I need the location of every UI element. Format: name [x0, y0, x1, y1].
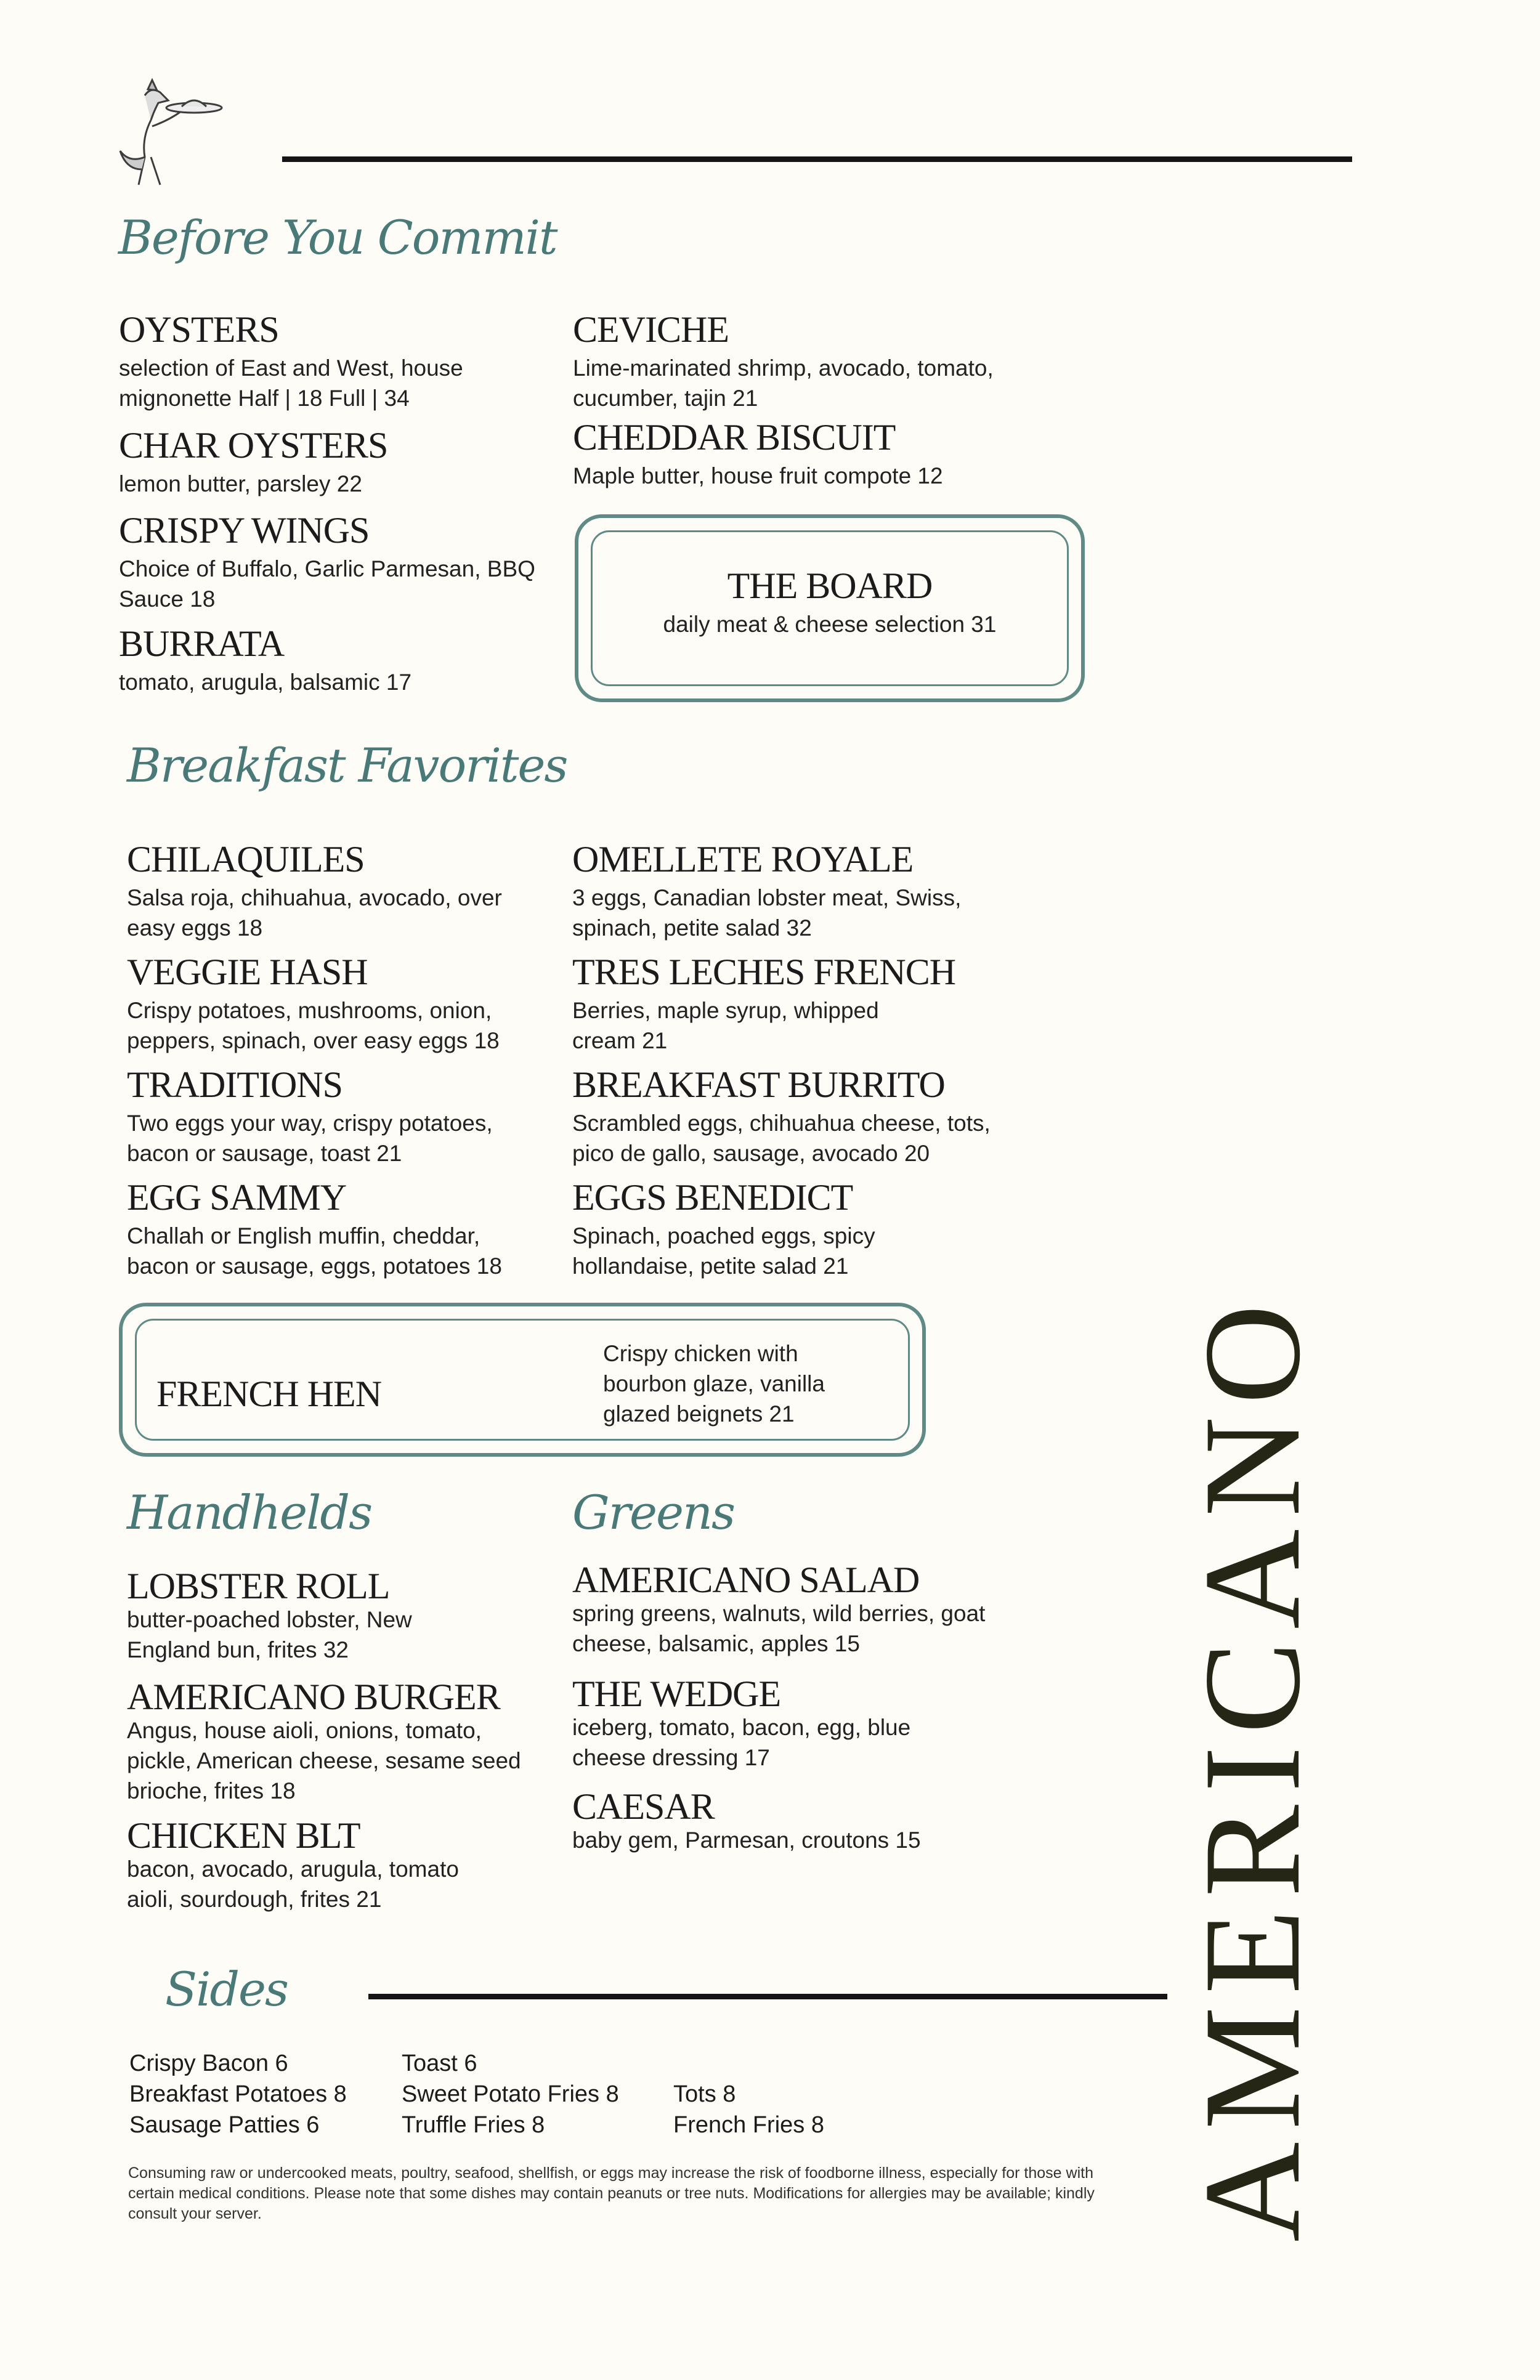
item-desc: lemon butter, parsley 22	[119, 471, 362, 496]
item-desc: butter-poached lobster, New England bun, frites 32	[127, 1607, 412, 1662]
item-title: THE WEDGE	[572, 1674, 781, 1714]
item-title: CHICKEN BLT	[127, 1815, 360, 1856]
item-desc: baby gem, Parmesan, croutons 15	[572, 1827, 921, 1853]
item-title: TRES LECHES FRENCH	[572, 952, 956, 992]
item-desc: Angus, house aioli, onions, tomato, pickle, American cheese, sesame seed brioche, frites 18	[127, 1718, 521, 1803]
item-desc: Two eggs your way, crispy potatoes, bacon or sausage, toast 21	[127, 1111, 493, 1166]
side-item: Breakfast Potatoes 8	[129, 2081, 347, 2107]
item-desc: spring greens, walnuts, wild berries, goat cheese, balsamic, apples 15	[572, 1601, 986, 1656]
item-title: CEVICHE	[573, 309, 729, 350]
menu-item-breakfast-burrito	[572, 1066, 1028, 1168]
menu-item-cheddar-biscuit	[573, 419, 1041, 491]
the-board-frame	[575, 514, 1085, 702]
allergy-disclaimer: Consuming raw or undercooked meats, poultry, seafood, shellfish, or eggs may increase the risk of foodborne illness, especially for those with certain medical conditions. Please note that some dishes may contain peanuts or tree nuts. Modifications for allergies may be available; kindly consult your server.	[128, 2164, 1095, 2222]
item-desc: Salsa roja, chihuahua, avocado, over easy eggs 18	[127, 885, 502, 941]
menu-item-crispy-wings	[119, 512, 538, 614]
menu-item-chicken-blt	[127, 1817, 546, 1914]
section-title-breakfast-favorites: Breakfast Favorites	[127, 738, 567, 793]
side-item: Crispy Bacon 6	[129, 2050, 288, 2076]
brand-wordmark: AMERICANO	[1175, 1292, 1329, 2242]
header-rule	[282, 156, 1352, 162]
item-title: VEGGIE HASH	[127, 952, 368, 992]
menu-item-traditions	[127, 1066, 546, 1168]
item-desc: bacon, avocado, arugula, tomato aioli, sourdough, frites 21	[127, 1856, 459, 1912]
menu-item-egg-sammy	[127, 1179, 546, 1281]
sides-column-2	[402, 2048, 619, 2140]
item-desc: Challah or English muffin, cheddar, bacon or sausage, eggs, potatoes 18	[127, 1223, 502, 1279]
menu-item-caesar	[572, 1788, 1003, 1855]
sides-column-3	[673, 2079, 824, 2140]
item-desc: Scrambled eggs, chihuahua cheese, tots, pico de gallo, sausage, avocado 20	[572, 1111, 991, 1166]
item-title: CHEDDAR BISCUIT	[573, 417, 896, 458]
menu-item-veggie-hash	[127, 953, 546, 1056]
item-desc: daily meat & cheese selection 31	[663, 612, 997, 637]
french-hen-desc: Crispy chicken with bourbon glaze, vanilla glazed beignets 21	[603, 1341, 825, 1427]
menu-item-eggs-benedict	[572, 1179, 1003, 1281]
section-title-sides: Sides	[165, 1962, 288, 2017]
menu-item-oysters	[119, 311, 538, 413]
item-title: CHAR OYSTERS	[119, 425, 388, 466]
menu-item-tres-leches	[572, 953, 1003, 1056]
menu-item-ceviche	[573, 311, 1004, 413]
item-title: BREAKFAST BURRITO	[572, 1064, 945, 1105]
item-title: OMELLETE ROYALE	[572, 839, 914, 880]
item-title: OYSTERS	[119, 309, 279, 350]
item-desc: Maple butter, house fruit compote 12	[573, 463, 943, 488]
item-title: AMERICANO BURGER	[127, 1677, 500, 1717]
item-title: EGG SAMMY	[127, 1177, 347, 1218]
the-board-content	[578, 567, 1081, 639]
item-title: EGGS BENEDICT	[572, 1177, 853, 1218]
item-title: LOBSTER ROLL	[127, 1566, 390, 1606]
menu-item-burrata	[119, 625, 538, 697]
item-title: CRISPY WINGS	[119, 510, 370, 551]
item-desc: selection of East and West, house mignonette Half | 18 Full | 34	[119, 355, 463, 411]
french-hen-title: FRENCH HEN	[156, 1374, 382, 1414]
menu-item-char-oysters	[119, 427, 538, 499]
section-title-handhelds: Handhelds	[127, 1485, 372, 1540]
side-item: Toast 6	[402, 2050, 477, 2076]
item-desc: iceberg, tomato, bacon, egg, blue cheese dressing 17	[572, 1715, 911, 1770]
item-desc: Spinach, poached eggs, spicy hollandaise, petite salad 21	[572, 1223, 875, 1279]
item-desc: 3 eggs, Canadian lobster meat, Swiss, spinach, petite salad 32	[572, 885, 962, 941]
side-item: Truffle Fries 8	[402, 2112, 545, 2138]
item-desc: Lime-marinated shrimp, avocado, tomato, cucumber, tajin 21	[573, 355, 994, 411]
menu-item-omellete-royale	[572, 841, 1003, 943]
menu-item-the-wedge	[572, 1675, 1003, 1773]
sides-rule	[368, 1994, 1167, 1999]
item-desc: tomato, arugula, balsamic 17	[119, 670, 412, 695]
side-item: Tots 8	[673, 2081, 736, 2107]
side-item: French Fries 8	[673, 2112, 824, 2138]
side-item: Sweet Potato Fries 8	[402, 2081, 619, 2107]
item-title: THE BOARD	[727, 565, 933, 606]
logo	[114, 77, 237, 194]
item-title: AMERICANO SALAD	[572, 1560, 920, 1600]
french-hen-frame	[119, 1303, 926, 1457]
menu-item-americano-burger	[127, 1678, 546, 1806]
section-title-greens: Greens	[572, 1485, 734, 1540]
menu-item-lobster-roll	[127, 1568, 546, 1665]
fox-waiter-icon	[114, 77, 237, 194]
item-desc: Crispy potatoes, mushrooms, onion, peppers, spinach, over easy eggs 18	[127, 998, 500, 1053]
item-title: CAESAR	[572, 1786, 715, 1827]
item-title: CHILAQUILES	[127, 839, 365, 880]
menu-item-americano-salad	[572, 1561, 1016, 1659]
side-item: Sausage Patties 6	[129, 2112, 320, 2138]
menu-item-chilaquiles	[127, 841, 546, 943]
sides-column-1	[129, 2048, 347, 2140]
item-desc: Choice of Buffalo, Garlic Parmesan, BBQ Sauce 18	[119, 556, 535, 612]
item-title: BURRATA	[119, 623, 285, 664]
item-desc: Berries, maple syrup, whipped cream 21	[572, 998, 879, 1053]
item-title: TRADITIONS	[127, 1064, 342, 1105]
section-title-before-you-commit: Before You Commit	[118, 210, 557, 265]
